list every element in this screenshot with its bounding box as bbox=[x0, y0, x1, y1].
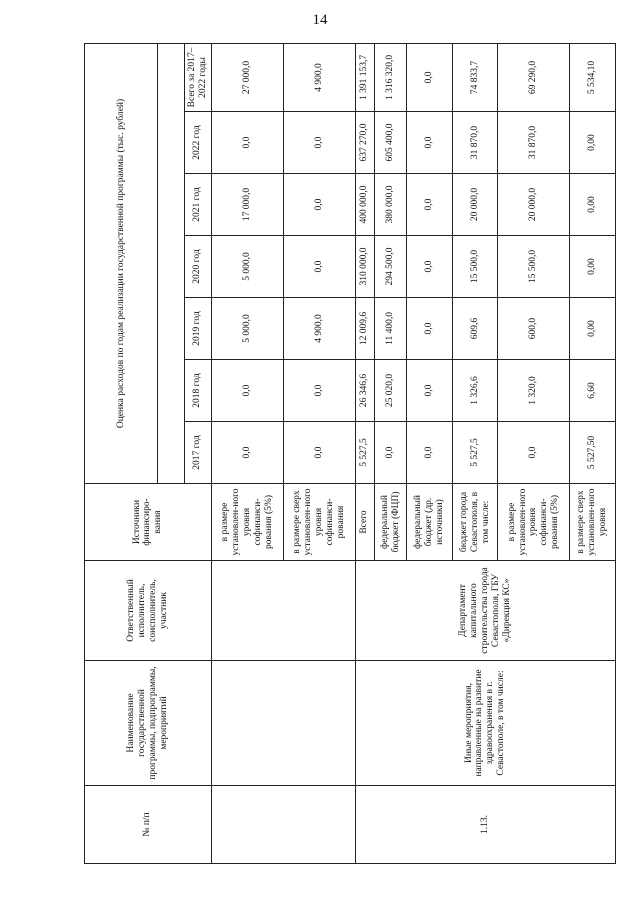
header-row-group bbox=[85, 43, 158, 863]
value-2021: 380 000,0 bbox=[374, 174, 406, 236]
value-2020: 310 000,0 bbox=[355, 236, 374, 298]
value-2018: 0,0 bbox=[283, 360, 355, 422]
header-name: Наименование государственной программы, подпрограммы, мероприятий bbox=[85, 661, 212, 786]
header-total: Всего за 2017–2022 годы bbox=[185, 43, 212, 111]
value-2017: 0,0 bbox=[211, 422, 283, 484]
source-cell: в размере сверх установлен-ного уровня bbox=[570, 484, 616, 561]
value-2019: 11 400,0 bbox=[374, 298, 406, 360]
value-2017: 0,0 bbox=[498, 422, 570, 484]
table-row bbox=[355, 43, 374, 863]
value-2022: 0,0 bbox=[407, 112, 453, 174]
header-year-2022: 2022 год bbox=[185, 112, 212, 174]
value-2017: 5 527,5 bbox=[355, 422, 374, 484]
value-2019: 0,0 bbox=[407, 298, 453, 360]
value-2020: 5 000,0 bbox=[211, 236, 283, 298]
value-2019: 609,6 bbox=[452, 298, 498, 360]
value-2021: 0,00 bbox=[570, 174, 616, 236]
value-2022: 31 870,0 bbox=[498, 112, 570, 174]
value-total: 4 900,0 bbox=[283, 43, 355, 111]
source-cell: Всего bbox=[355, 484, 374, 561]
value-2018: 0,0 bbox=[211, 360, 283, 422]
value-2018: 1 326,6 bbox=[452, 360, 498, 422]
value-2021: 17 000,0 bbox=[211, 174, 283, 236]
value-2019: 600,0 bbox=[498, 298, 570, 360]
value-2022: 0,0 bbox=[283, 112, 355, 174]
value-2021: 20 000,0 bbox=[452, 174, 498, 236]
value-2018: 1 320,0 bbox=[498, 360, 570, 422]
value-2021: 20 000,0 bbox=[498, 174, 570, 236]
header-year-2017: 2017 год bbox=[185, 422, 212, 484]
value-2017: 5 527,5 bbox=[452, 422, 498, 484]
value-2020: 0,0 bbox=[283, 236, 355, 298]
header-spacer bbox=[158, 43, 185, 483]
value-2019: 12 009,6 bbox=[355, 298, 374, 360]
value-total: 1 391 153,7 bbox=[355, 43, 374, 111]
value-2022: 637 270,0 bbox=[355, 112, 374, 174]
value-2022: 0,0 bbox=[211, 112, 283, 174]
value-2019: 0,00 bbox=[570, 298, 616, 360]
value-total: 5 534,10 bbox=[570, 43, 616, 111]
value-2017: 5 527,50 bbox=[570, 422, 616, 484]
item-name: Иные мероприятия, направленные на развитие здравоохранения в г. Севастополе, в том числе: bbox=[355, 661, 615, 786]
value-2019: 4 900,0 bbox=[283, 298, 355, 360]
item-executor: Департамент капитального строительства города Севастополя, ГБУ «Дирекция КС» bbox=[355, 561, 615, 661]
table-row bbox=[211, 43, 283, 863]
value-2020: 294 500,0 bbox=[374, 236, 406, 298]
rotated-table-wrapper bbox=[84, 44, 616, 864]
source-cell: в размере установлен-ного уровня софинанси-рования (5%) bbox=[498, 484, 570, 561]
value-2017: 0,0 bbox=[283, 422, 355, 484]
value-total: 27 000,0 bbox=[211, 43, 283, 111]
header-year-2021: 2021 год bbox=[185, 174, 212, 236]
budget-table bbox=[84, 43, 616, 864]
value-2018: 25 020,0 bbox=[374, 360, 406, 422]
value-2020: 0,00 bbox=[570, 236, 616, 298]
value-2022: 605 400,0 bbox=[374, 112, 406, 174]
page-number: 14 bbox=[312, 12, 328, 28]
source-cell: в размере установлен-ного уровня софинанси-рования (5%) bbox=[211, 484, 283, 561]
source-cell: бюджет города Севастополя, в том числе: bbox=[452, 484, 498, 561]
value-total: 0,0 bbox=[407, 43, 453, 111]
header-executor: Ответственный исполнитель, соисполнитель, участник bbox=[85, 561, 212, 661]
value-2018: 26 346,6 bbox=[355, 360, 374, 422]
value-2019: 5 000,0 bbox=[211, 298, 283, 360]
value-2022: 31 870,0 bbox=[452, 112, 498, 174]
header-year-2018: 2018 год bbox=[185, 360, 212, 422]
header-year-2019: 2019 год bbox=[185, 298, 212, 360]
header-expense-group: Оценка расходов по годам реализации государственной программы (тыс. рублей) bbox=[85, 43, 158, 483]
value-2020: 15 500,0 bbox=[498, 236, 570, 298]
value-2018: 6,60 bbox=[570, 360, 616, 422]
source-cell: федеральный бюджет (ФЦП) bbox=[374, 484, 406, 561]
item-number: 1.13. bbox=[355, 786, 615, 864]
header-num: № п/п bbox=[85, 786, 212, 864]
value-total: 1 316 320,0 bbox=[374, 43, 406, 111]
value-2020: 15 500,0 bbox=[452, 236, 498, 298]
header-source: Источники финансиро-вания bbox=[85, 484, 212, 561]
value-2022: 0,00 bbox=[570, 112, 616, 174]
value-2021: 0,0 bbox=[283, 174, 355, 236]
empty-name-cell bbox=[211, 661, 355, 786]
value-2021: 0,0 bbox=[407, 174, 453, 236]
value-total: 74 833,7 bbox=[452, 43, 498, 111]
source-cell: в размере сверх установлен-ного уровня софинанси-рования bbox=[283, 484, 355, 561]
value-2017: 0,0 bbox=[374, 422, 406, 484]
empty-executor-cell bbox=[211, 561, 355, 661]
value-total: 69 290,0 bbox=[498, 43, 570, 111]
value-2020: 0,0 bbox=[407, 236, 453, 298]
empty-num-cell bbox=[211, 786, 355, 864]
header-year-2020: 2020 год bbox=[185, 236, 212, 298]
value-2017: 0,0 bbox=[407, 422, 453, 484]
source-cell: федеральный бюджет (др. источники) bbox=[407, 484, 453, 561]
value-2021: 400 000,0 bbox=[355, 174, 374, 236]
value-2018: 0,0 bbox=[407, 360, 453, 422]
